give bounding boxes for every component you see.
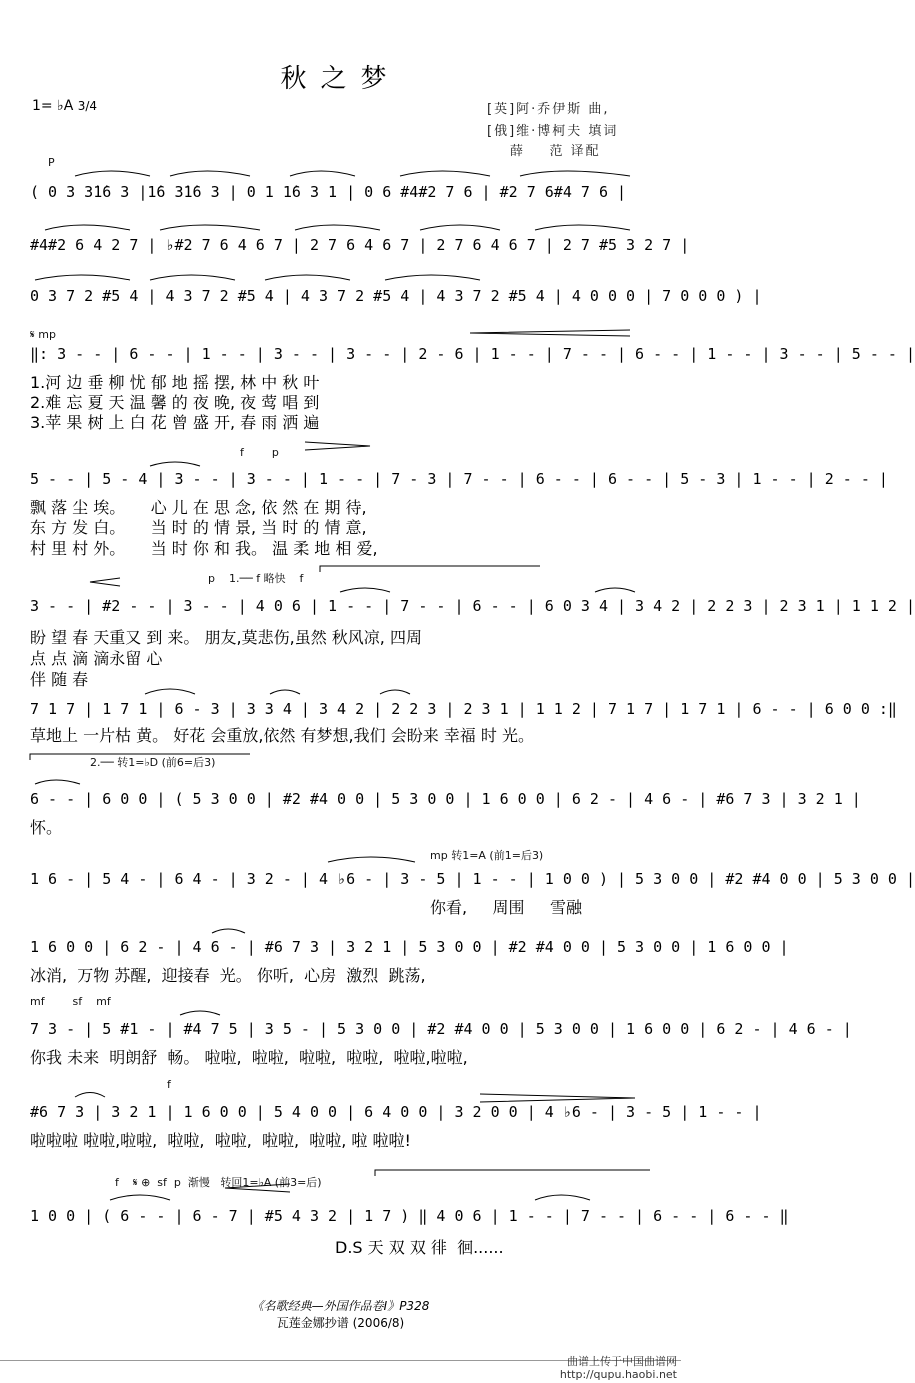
slur-7 xyxy=(160,225,260,230)
system-13-dynamics: f 𝄋 ⊕ sf p 渐慢 转回1=♭A (前3=后) xyxy=(115,1176,322,1189)
system-13-notes: 1 0 0 | ( 6 - - | 6 - 7 | #5 4 3 2 | 1 7 ) ‖ 4 0 6 | 1 - - | 7 - - | 6 - - | 6 - - ‖ xyxy=(30,1207,789,1225)
slur-3 xyxy=(290,171,355,176)
system-11-dynamics: mf sf mf xyxy=(30,995,111,1008)
verse-1-line-b: 飘 落 尘 埃。 心 儿 在 思 念, 依 然 在 期 待, xyxy=(30,498,367,517)
system-6-dynamics: p 1.── f 略快 f xyxy=(208,572,304,585)
slur-24 xyxy=(180,1011,220,1015)
slur-23 xyxy=(212,929,245,933)
page-title: 秋之梦 xyxy=(280,64,401,94)
verse-3-line-b: 村 里 村 外。 当 时 你 和 我。 温 柔 地 相 爱, xyxy=(30,539,378,558)
slur-25 xyxy=(75,1093,105,1098)
slur-16 xyxy=(340,588,390,592)
volta-2 xyxy=(30,754,250,760)
decrescendo-1 xyxy=(305,442,370,450)
verse-1-line-c: 盼 望 春 天重又 到 来。 朋友,莫悲伤,虽然 秋风凉, 四周 xyxy=(30,628,422,647)
system-8-notes: 6 - - | 6 0 0 | ( 5 3 0 0 | #2 #4 0 0 | 5 3 0 0 | 1 6 0 0 | 6 2 - | 4 6 - | #6 7 3 | 3 2 1 | xyxy=(30,790,861,808)
slur-5 xyxy=(520,171,630,176)
slur-26 xyxy=(110,1195,170,1200)
lyrics-line-d: 草地上 一片枯 黄。 好花 会重放,依然 有梦想,我们 会盼来 幸福 时 光。 xyxy=(30,726,534,745)
slur-21 xyxy=(35,780,80,784)
verse-3-line-a: 3.苹 果 树 上 白 花 曾 盛 开, 春 雨 洒 遍 xyxy=(30,413,320,432)
system-1-notes: ( 0 3 3̇1̇6 3 |1̇6 3̇1̇6 3 | 0 1 1̇6 3 1 | 0 6 #4#2 7 6 | #2 7 6#4 7 6 | xyxy=(30,183,627,201)
lyrics-line-h: 你我 未来 明朗舒 畅。 啦啦, 啦啦, 啦啦, 啦啦, 啦啦,啦啦, xyxy=(30,1048,468,1067)
lyricist-credit: [俄]维·博柯夫 填词 xyxy=(487,124,619,139)
time-signature: 3/4 xyxy=(77,99,98,113)
lyrics-line-f: 你看, 周围 雪融 xyxy=(430,898,582,917)
verse-3-line-c: 伴 随 春 xyxy=(30,670,89,689)
copyist-footer: 瓦莲金娜抄谱 (2006/8) xyxy=(276,1316,405,1330)
slur-20 xyxy=(380,690,410,694)
slur-22 xyxy=(328,857,415,862)
system-12-notes: #6 7 3 | 3 2 1 | 1 6 0 0 | 5 4 0 0 | 6 4 0 0 | 3 2 0 0 | 4 ♭6 - | 3 - 5 | 1 - - | xyxy=(30,1103,762,1121)
lyrics-line-e: 怀。 xyxy=(30,818,63,837)
system-2-notes: #4#2 6 4 2 7 | ♭#2 7 6 4 6 7 | 2 7 6 4 6 7 | 2 7 6 4 6 7 | 2 7 #5 3 2 7 | xyxy=(30,236,690,254)
source-footer: 《名歌经典—外国作品卷Ⅰ》P328 xyxy=(251,1299,430,1313)
slur-9 xyxy=(420,225,500,230)
system-1-dynamics: P xyxy=(48,156,55,169)
lyrics-line-i: 啦啦啦 啦啦,啦啦, 啦啦, 啦啦, 啦啦, 啦啦, 啦 啦啦! xyxy=(30,1131,411,1150)
lyrics-line-j: D.S 天 双 双 徘 徊...... xyxy=(335,1238,504,1257)
system-4-dynamics: 𝄋 mp xyxy=(30,328,56,341)
system-9-notes: 1 6 - | 5 4 - | 6 4 - | 3 2 - | 4 ♭6 - | 3 - 5 | 1 - - | 1 0 0 ) | 5 3 0 0 | #2 #4 0 0 | 5 3 0 0 | xyxy=(30,870,915,888)
slur-4 xyxy=(400,171,490,176)
key-label: 1= ♭A xyxy=(32,98,74,114)
system-6-notes: 3 - - | #2 - - | 3 - - | 4 0 6 | 1 - - | 7 - - | 6 - - | 6 0 3 4 | 3 4 2 | 2 2 3 | 2 3 1 | 1 1 2 | xyxy=(30,597,915,615)
system-3-notes: 0 3 7 2 #5 4 | 4 3 7 2 #5 4 | 4 3 7 2 #5 4 | 4 3 7 2 #5 4 | 4 0 0 0 | 7 0 0 0 ) | xyxy=(30,287,762,305)
system-7-notes: 7 1 7 | 1 7 1 | 6 - 3 | 3 3 4 | 3 4 2 | 2 2 3 | 2 3 1 | 1 1 2 | 7 1 7 | 1 7 1 | 6 - - | 6 0 0 :‖ xyxy=(30,700,897,718)
slur-6 xyxy=(45,225,130,230)
system-5-dynamics: f p xyxy=(240,446,279,459)
watermark-line-2: http://qupu.haobi.net xyxy=(559,1368,677,1381)
slur-15 xyxy=(150,462,200,466)
crescendo-2 xyxy=(225,1184,290,1192)
system-11-notes: 7 3 - | 5 #1 - | #4 7 5 | 3 5 - | 5 3 0 0 | #2 #4 0 0 | 5 3 0 0 | 1 6 0 0 | 6 2 - | 4 6 - | xyxy=(30,1020,852,1038)
slur-13 xyxy=(265,275,350,280)
system-12-dynamics: f xyxy=(167,1078,171,1091)
system-10-notes: 1 6 0 0 | 6 2 - | 4 6 - | #6 7 3 | 3 2 1 | 5 3 0 0 | #2 #4 0 0 | 5 3 0 0 | 1 6 0 0 | xyxy=(30,938,789,956)
verse-2-line-a: 2.难 忘 夏 天 温 馨 的 夜 晚, 夜 莺 唱 到 xyxy=(30,393,320,412)
slur-8 xyxy=(295,225,380,230)
crescendo-1 xyxy=(470,330,630,336)
system-9-dynamics: mp 转1=A (前1=后3) xyxy=(430,849,544,862)
slur-1 xyxy=(75,171,150,176)
volta-1 xyxy=(320,566,540,572)
verse-1-line-a: 1.河 边 垂 柳 忧 郁 地 摇 摆, 林 中 秋 叶 xyxy=(30,373,320,392)
system-8-dynamics: 2.── 转1=♭D (前6=后3) xyxy=(90,756,216,769)
decrescendo-2 xyxy=(90,578,120,586)
slur-12 xyxy=(150,275,235,280)
slur-10 xyxy=(535,225,630,230)
slur-2 xyxy=(170,171,250,176)
system-4-notes: ‖: 3 - - | 6 - - | 1 - - | 3 - - | 3 - - | 2 - 6 | 1 - - | 7 - - | 6 - - | 1 - - | 3 - - | 5 - - | xyxy=(30,345,915,363)
triplet-bracket xyxy=(375,1170,650,1176)
verse-2-line-b: 东 方 发 白。 当 时 的 情 景, 当 时 的 情 意, xyxy=(30,518,367,537)
lyrics-line-g: 冰消, 万物 苏醒, 迎接春 光。 你听, 心房 激烈 跳荡, xyxy=(30,966,426,985)
system-5-notes: 5 - - | 5 - 4 | 3 - - | 3 - - | 1 - - | 7 - 3 | 7 - - | 6 - - | 6 - - | 5 - 3 | 1 - - | 2 - - | xyxy=(30,470,888,488)
watermark-line-1: 曲谱上传于中国曲谱网 xyxy=(567,1355,677,1368)
slur-27 xyxy=(535,1195,590,1200)
decrescendo-3 xyxy=(480,1094,635,1102)
translator-credit: 薛 范 译配 xyxy=(510,144,601,159)
composer-credit: [英]阿·乔伊斯 曲, xyxy=(487,102,610,117)
slur-18 xyxy=(145,689,195,694)
slur-17 xyxy=(595,588,635,592)
slur-19 xyxy=(270,690,300,694)
slur-14 xyxy=(385,275,480,280)
verse-2-line-c: 点 点 滴 滴永留 心 xyxy=(30,649,163,668)
slur-11 xyxy=(35,275,130,280)
